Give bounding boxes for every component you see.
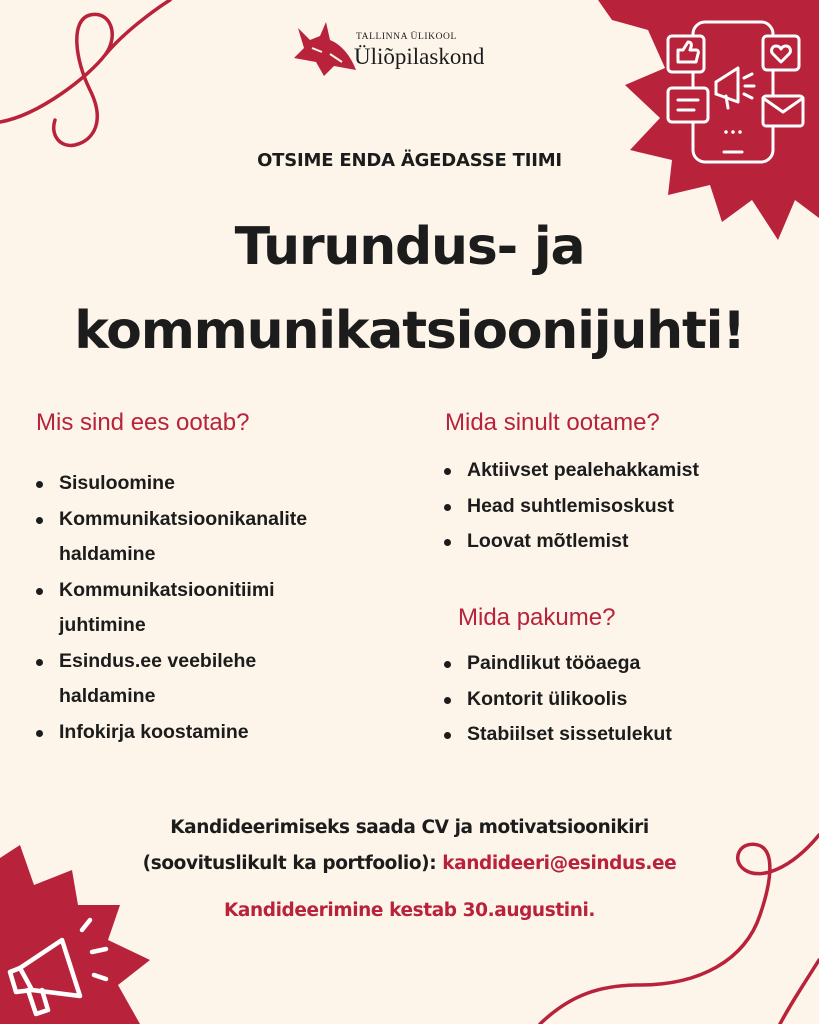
title-line-2: kommunikatsioonijuhti! (74, 301, 745, 361)
list-item: Stabiilset sissetulekut (442, 717, 802, 753)
requirements-list (442, 453, 802, 560)
section-title-requirements: Mida sinult ootame? (445, 409, 660, 436)
deadline-text: Kandideerimine kestab 30.augustini. (223, 900, 596, 921)
list-item: Head suhtlemisoskust (442, 489, 802, 525)
list-item (34, 715, 374, 751)
page-title (0, 205, 819, 373)
section-title-offer: Mida pakume? (458, 604, 616, 631)
list-item-text: Sisuloomine (59, 472, 175, 494)
list-item-text: haldamine (59, 543, 156, 565)
list-item (34, 466, 374, 502)
list-item: Loovat mõtlemist (442, 524, 802, 560)
apply-line-2 (0, 846, 819, 882)
list-item-text: haldamine (59, 685, 156, 707)
email-link[interactable]: kandideeri@esindus.ee (442, 853, 677, 874)
list-item-text: Infokirja koostamine (59, 720, 249, 743)
kicker-text: OTSIME ENDA ÄGEDASSE TIIMI (257, 150, 562, 171)
list-item-text: Kommunikatsioonikanalite (59, 507, 308, 530)
application-instructions (0, 810, 819, 882)
logo-university-name: TALLINNA ÜLIKOOL (356, 32, 457, 42)
university-logo (290, 18, 530, 86)
list-item-text: Esindus.ee veebilehe (59, 649, 257, 672)
title-line-1: Turundus- ja (234, 217, 585, 277)
fox-head-icon (290, 18, 358, 80)
section-title-expectations: Mis sind ees ootab? (36, 409, 250, 436)
list-item: Paindlikut tööaega (442, 646, 802, 682)
list-item (34, 573, 374, 644)
list-item-text: juhtimine (59, 614, 146, 636)
responsibilities-list (34, 466, 374, 750)
list-item (34, 502, 374, 573)
apply-line-2-prefix: (soovituslikult ka portfoolio): (142, 853, 443, 874)
list-item (34, 644, 374, 715)
offer-list (442, 646, 802, 753)
list-item: Kontorit ülikoolis (442, 682, 802, 718)
list-item: Aktiivset pealehakkamist (442, 453, 802, 489)
apply-line-1: Kandideerimiseks saada CV ja motivatsioonikiri (170, 817, 649, 838)
logo-organization-name: Üliõpilaskond (354, 44, 485, 69)
list-item-text: Kommunikatsioonitiimi (59, 578, 275, 601)
